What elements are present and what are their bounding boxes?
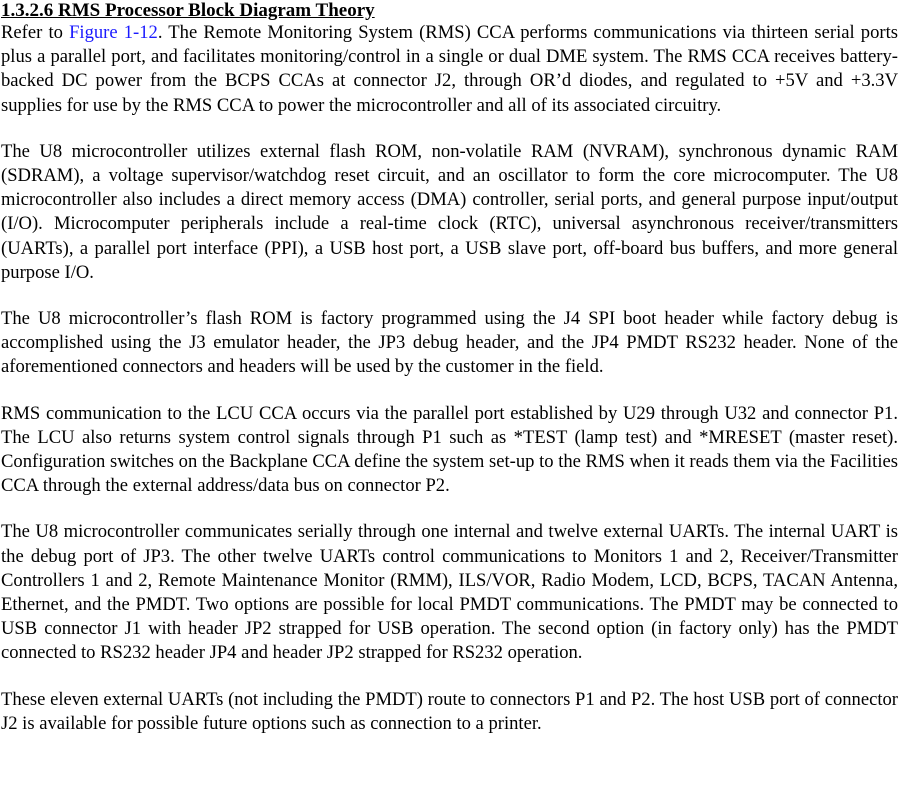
paragraph-1-body: . The Remote Monitoring System (RMS) CCA performs communications via thirteen serial ports plus a parallel port, and facilitates monitoring/control in a single or dual DME system. The RMS CCA receives battery-backed DC power from the BCPS CCAs at connector J2, through OR’d diodes, and regulated to +5V and +3.3V supplies for use by the RMS CCA to power the microcontroller and all of its associated circuitry.: [1, 22, 898, 116]
paragraph-2: The U8 microcontroller utilizes external flash ROM, non-volatile RAM (NVRAM), synchronous dynamic RAM (SDRAM), a voltage supervisor/watchdog reset circuit, and an oscillator to form the core microcomputer. The U8 microcontroller also includes a direct memory access (DMA) controller, serial ports, and general purpose input/output (I/O). Microcomputer peripherals include a real-time clock (RTC), universal asynchronous receiver/transmitters (UARTs), a parallel port interface (PPI), a USB host port, a USB slave port, off-board bus buffers, and more general purpose I/O.: [1, 140, 898, 283]
paragraph-3: The U8 microcontroller’s flash ROM is factory programmed using the J4 SPI boot header while factory debug is accomplished using the J3 emulator header, the JP3 debug header, and the JP4 PMDT RS232 header. None of the aforementioned connectors and headers will be used by the customer in the field.: [1, 308, 898, 378]
paragraph-5: The U8 microcontroller communicates serially through one internal and twelve external UARTs. The internal UART is the debug port of JP3. The other twelve UARTs control communications to Monitors 1 and 2, Receiver/Transmitter Controllers 1 and 2, Remote Maintenance Monitor (RMM), ILS/VOR, Radio Modem, LCD, BCPS, TACAN Antenna, Ethernet, and the PMDT. Two options are possible for local PMDT communications. The PMDT may be connected to USB connector J1 with header JP2 strapped for USB operation. The second option (in factory only) has the PMDT connected to RS232 header JP4 and header JP2 strapped for RS232 operation.: [1, 521, 898, 664]
paragraph-1: [1, 21, 898, 118]
section-heading: 1.3.2.6 RMS Processor Block Diagram Theory: [1, 0, 375, 21]
paragraph-6: These eleven external UARTs (not including the PMDT) route to connectors P1 and P2. The host USB port of connector J2 is available for possible future options such as connection to a printer.: [1, 688, 898, 734]
paragraph-4: RMS communication to the LCU CCA occurs via the parallel port established by U29 through U32 and connector P1. The LCU also returns system control signals through P1 such as *TEST (lamp test) and *MRESET (master reset). Configuration switches on the Backplane CCA define the system set-up to the RMS when it reads them via the Facilities CCA through the external address/data bus on connector P2.: [1, 402, 898, 497]
paragraph-1-prefix: Refer to: [1, 22, 70, 43]
figure-link[interactable]: Figure 1-12: [69, 22, 158, 43]
